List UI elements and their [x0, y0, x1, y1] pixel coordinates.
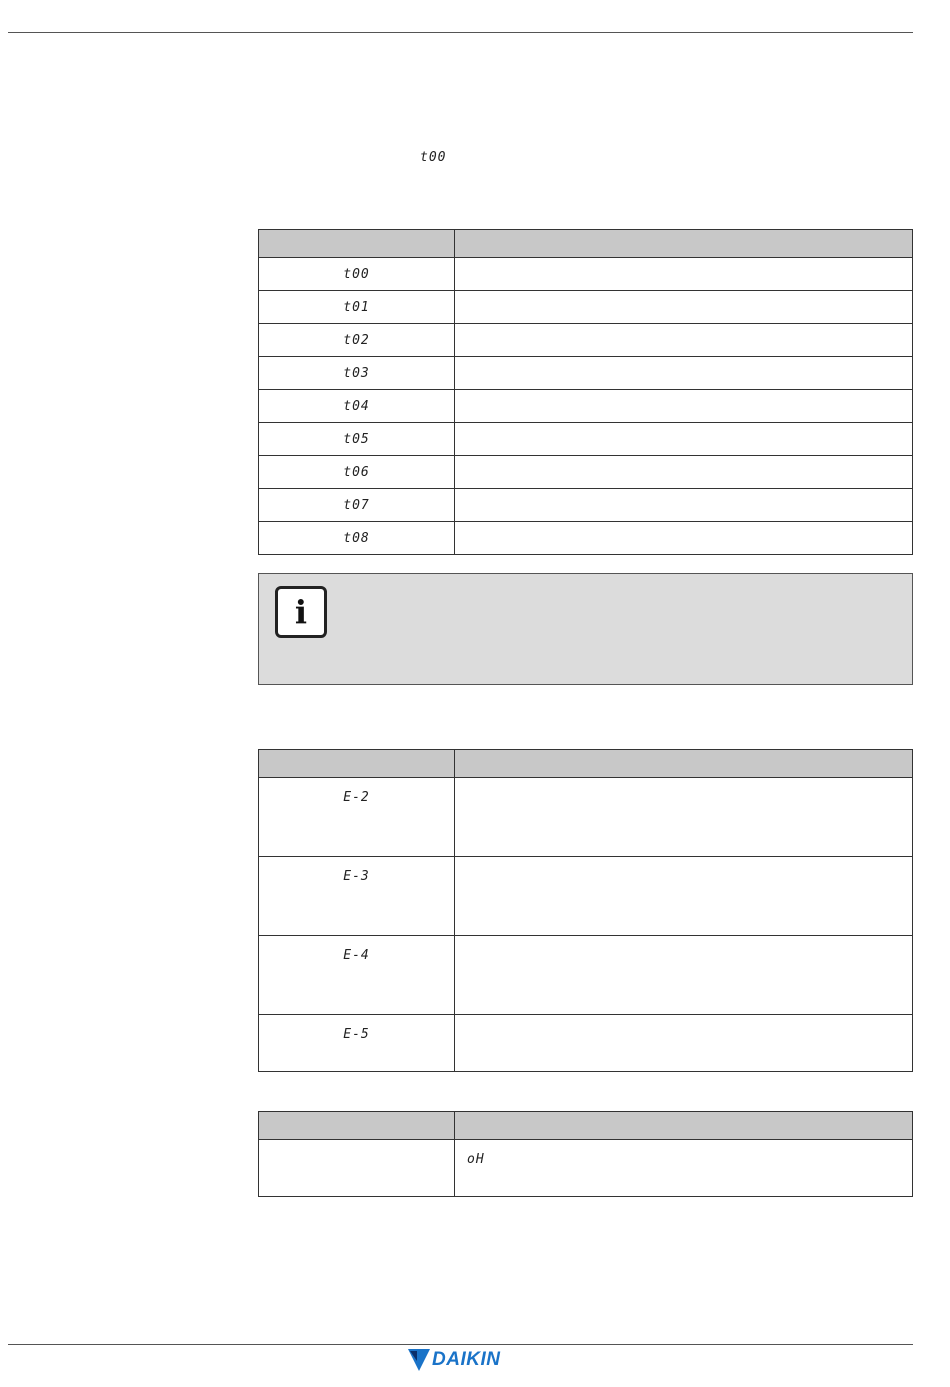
table-row: [259, 390, 913, 423]
table-row: [259, 291, 913, 324]
display-code: t08: [343, 531, 370, 546]
display-code: t02: [343, 333, 370, 348]
error-code: E-4: [343, 948, 370, 963]
table-header-cell: [455, 750, 913, 778]
footer-rule: [8, 1344, 913, 1345]
table-row: [259, 357, 913, 390]
table-row: [259, 1140, 913, 1197]
daikin-logo: [408, 1349, 500, 1371]
error-code: E-5: [343, 1027, 370, 1042]
other-codes-table: [258, 1111, 913, 1197]
table-row: [259, 522, 913, 555]
brand-name: DAIKIN: [432, 1349, 501, 1370]
error-codes-table: [258, 749, 913, 1072]
table-row: [259, 1015, 913, 1072]
display-code: t01: [343, 300, 370, 315]
table-row: [259, 857, 913, 936]
table-header-cell: [259, 230, 455, 258]
display-code: t07: [343, 498, 370, 513]
table-row: [259, 324, 913, 357]
error-code: E-3: [343, 869, 370, 884]
daikin-logo-icon: [408, 1349, 430, 1371]
display-code: t00: [343, 267, 370, 282]
info-note-box: [258, 573, 913, 685]
error-code: E-2: [343, 790, 370, 805]
display-code: t06: [343, 465, 370, 480]
inline-display-code: t00: [420, 150, 447, 165]
table-header-cell: [259, 1112, 455, 1140]
display-code: t04: [343, 399, 370, 414]
header-rule: [8, 32, 913, 33]
table-row: [259, 456, 913, 489]
display-code: t03: [343, 366, 370, 381]
table-row: [259, 489, 913, 522]
table-header-cell: [455, 1112, 913, 1140]
info-icon: i: [275, 586, 327, 638]
display-code: t05: [343, 432, 370, 447]
timer-codes-table: [258, 229, 913, 555]
table-header-cell: [259, 750, 455, 778]
table-row: [259, 258, 913, 291]
table-row: [259, 778, 913, 857]
display-code: oH: [467, 1152, 485, 1167]
table-row: [259, 936, 913, 1015]
table-header-cell: [455, 230, 913, 258]
table-row: [259, 423, 913, 456]
